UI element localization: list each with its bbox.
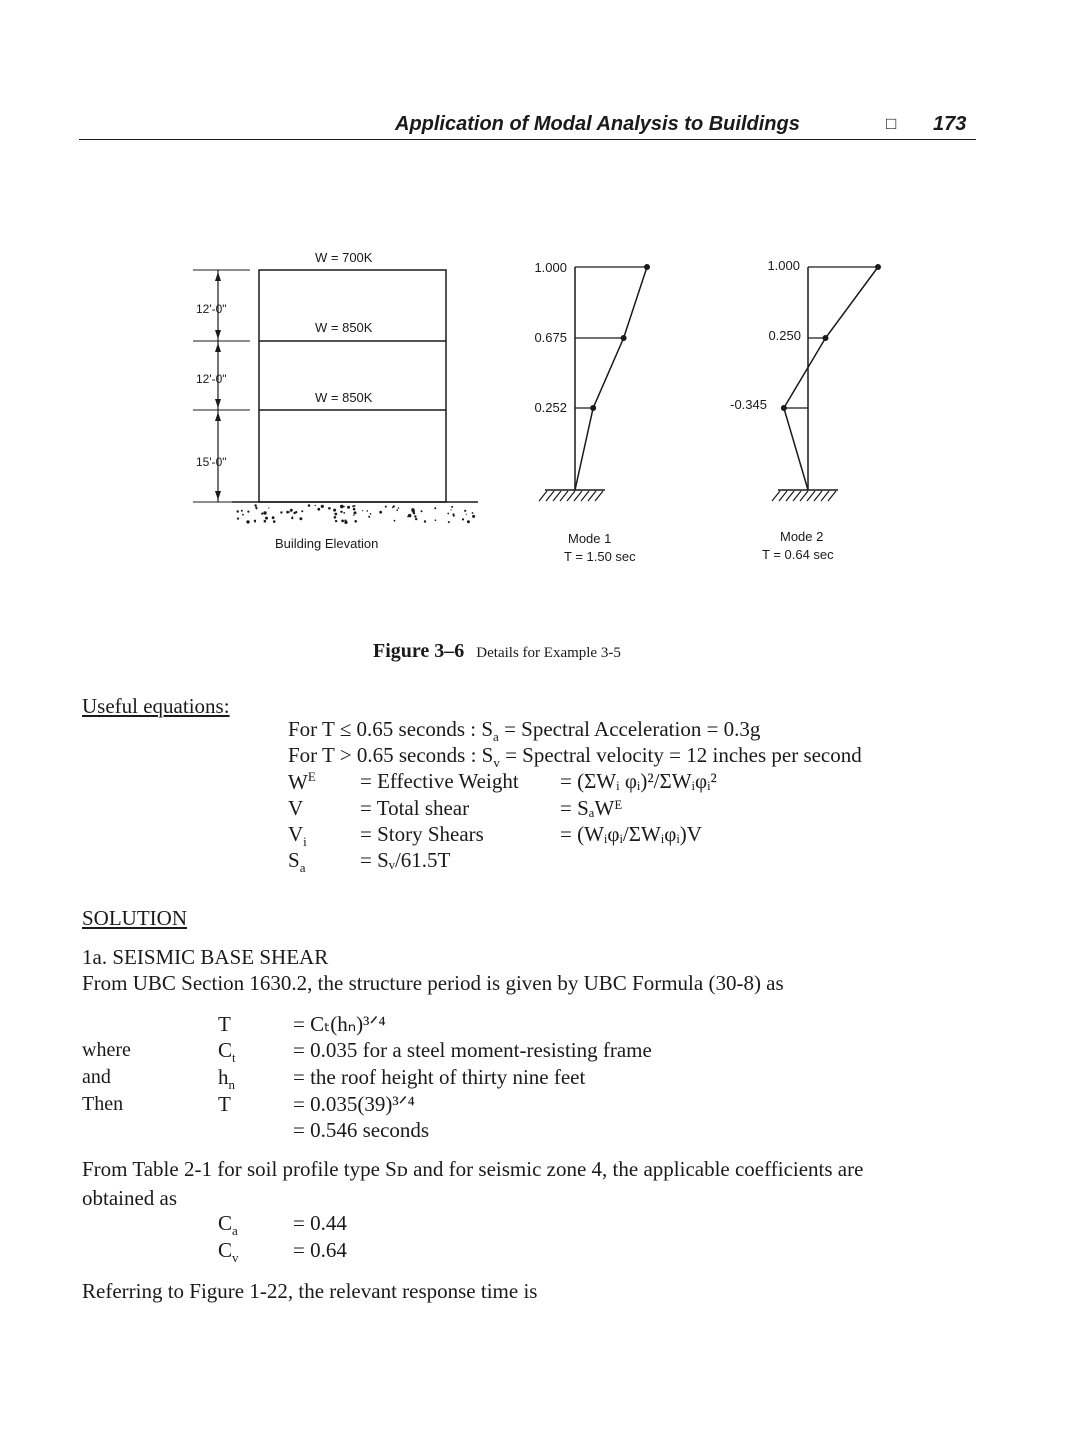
soil-dot <box>286 511 289 514</box>
coeff-value: = 0.44 <box>293 1211 347 1235</box>
row-value: = 0.546 seconds <box>293 1118 430 1142</box>
mode-point <box>644 264 650 270</box>
soil-dot <box>242 514 244 516</box>
frame-outline <box>259 270 446 502</box>
mode-1-shape <box>539 264 650 501</box>
soil-dot <box>237 518 239 520</box>
soil-dot <box>392 507 394 509</box>
row-word: and <box>82 1066 111 1088</box>
soil-dot <box>237 510 239 512</box>
soil-dot <box>255 505 257 507</box>
soil-dot <box>290 509 293 512</box>
soil-dot <box>447 513 449 515</box>
soil-dot <box>340 511 342 513</box>
mode-point <box>781 405 787 411</box>
soil-dot <box>315 505 316 506</box>
equation-sub: a <box>493 729 499 745</box>
weight-label-floor-2: W = 850K <box>315 320 373 335</box>
mode-point <box>823 335 829 341</box>
mode-base-hatch <box>567 491 575 501</box>
soil-dot <box>451 506 453 508</box>
mode-base-hatch <box>821 491 829 501</box>
arrow <box>215 491 221 500</box>
soil-dot <box>241 510 243 512</box>
running-header-title: Application of Modal Analysis to Buildings <box>395 113 800 135</box>
soil-dot <box>301 510 303 512</box>
equation-value: = Spectral Acceleration = 0.3g <box>498 717 761 741</box>
row-value: = 0.035 for a steel moment-resisting frame <box>293 1038 652 1062</box>
soil-dot <box>333 509 336 512</box>
mode2-value-roof: 1.000 <box>767 258 800 273</box>
soil-dot <box>289 511 290 512</box>
mode-base-hatch <box>595 491 603 501</box>
arrow <box>215 343 221 352</box>
soil-dot <box>265 517 268 520</box>
solution-heading: SOLUTION <box>82 906 187 930</box>
row-symbol: T <box>218 1012 231 1036</box>
soil-dot <box>334 513 337 516</box>
soil-dot <box>272 516 275 519</box>
caption-text: Details for Example 3-5 <box>476 645 621 661</box>
soil-dot <box>434 507 436 509</box>
row-symbol: $C_t$ <box>218 1038 236 1066</box>
caption-label: Figure 3–6 <box>373 640 465 662</box>
height-label-bottom: 15'-0" <box>196 455 227 469</box>
soil-dot <box>453 515 455 517</box>
weight-label-floor-1: W = 850K <box>315 390 373 405</box>
soil-dot <box>347 506 350 509</box>
def-value: = (ΣWᵢ φᵢ)²/ΣWᵢφᵢ² <box>560 769 717 793</box>
def-value: = SₐWᴱ <box>560 796 623 820</box>
mode-base-hatch <box>807 491 815 501</box>
soil-dot <box>368 516 370 518</box>
mode-point <box>621 335 627 341</box>
soil-dot <box>464 510 466 512</box>
soil-dot <box>408 514 411 517</box>
soil-dot <box>472 512 474 514</box>
equation-value: = Spectral velocity = 12 inches per second <box>499 743 862 767</box>
elevation-label: Building Elevation <box>275 536 379 551</box>
row-value: = Cₜ(hₙ)³ᐟ⁴ <box>293 1012 386 1036</box>
soil-dot <box>268 507 269 508</box>
soil-dot <box>424 520 426 522</box>
soil-dot <box>415 518 417 520</box>
solution-step: 1a. SEISMIC BASE SHEAR <box>82 945 329 969</box>
equation-sub: v <box>493 755 500 771</box>
soil-dot <box>354 520 357 523</box>
soil-dot <box>448 521 450 523</box>
mode-base-hatch <box>539 491 547 501</box>
def-symbol: $V_i$ <box>288 822 307 850</box>
soil-dot <box>379 511 382 514</box>
soil-dot <box>413 512 415 514</box>
figure-3-6 <box>0 0 1081 600</box>
mode-base-hatch <box>793 491 801 501</box>
row-value: = 0.035(39)³ᐟ⁴ <box>293 1092 415 1116</box>
weight-label-roof: W = 700K <box>315 250 373 265</box>
mode-base-hatch <box>814 491 822 501</box>
mode1-value-floor-1: 0.252 <box>534 400 567 415</box>
mode2-value-floor-2: 0.250 <box>768 328 801 343</box>
soil-dot <box>467 520 470 523</box>
coeff-symbol: $C_v$ <box>218 1238 239 1266</box>
mode-base-hatch <box>560 491 568 501</box>
building-elevation <box>193 270 478 502</box>
equation-line-1 <box>288 717 760 745</box>
soil-dot <box>321 505 324 508</box>
soil-dot <box>254 521 256 523</box>
def-description: = Total shear <box>360 796 470 820</box>
equation-condition: For T > 0.65 seconds : S <box>288 743 494 767</box>
solution-intro: From UBC Section 1630.2, the structure period is given by UBC Formula (30-8) as <box>82 971 784 995</box>
mode-point <box>875 264 881 270</box>
def-symbol: V <box>288 796 304 820</box>
useful-heading: Useful equations: <box>82 694 230 718</box>
soil-stipple <box>237 504 476 524</box>
soil-dot <box>398 507 400 509</box>
soil-dot <box>340 505 343 508</box>
soil-dot <box>394 520 396 522</box>
def-description: = Story Shears <box>360 822 484 846</box>
soil-dot <box>291 517 293 519</box>
soil-dot <box>421 510 423 512</box>
soil-dot <box>385 506 387 508</box>
soil-dot <box>462 518 464 520</box>
soil-dot <box>334 516 337 519</box>
soil-dot <box>414 515 416 517</box>
soil-dot <box>343 512 345 514</box>
soil-dot <box>370 513 372 515</box>
mode-point <box>590 405 596 411</box>
mode-base-hatch <box>574 491 582 501</box>
soil-dot <box>343 506 344 507</box>
table-line-2: obtained as <box>82 1186 178 1210</box>
soil-dot <box>451 509 452 510</box>
arrow <box>215 272 221 281</box>
mode-base-hatch <box>546 491 554 501</box>
soil-dot <box>273 520 276 523</box>
mode-base-hatch <box>588 491 596 501</box>
soil-dot <box>341 520 344 523</box>
mode-deflected-shape <box>784 267 878 490</box>
soil-dot <box>295 511 297 513</box>
height-label-middle: 12'-0" <box>196 372 227 386</box>
soil-dot <box>247 511 249 513</box>
soil-dot <box>280 511 282 513</box>
row-word: Then <box>82 1093 124 1115</box>
mode-deflected-shape <box>575 267 647 490</box>
soil-dot <box>261 513 263 515</box>
soil-dot <box>367 510 369 512</box>
mode2-label: Mode 2 <box>780 529 824 544</box>
row-value: = the roof height of thirty nine feet <box>293 1065 586 1089</box>
mode-base-hatch <box>553 491 561 501</box>
soil-dot <box>353 514 354 515</box>
def-description: = Sᵥ/61.5T <box>360 848 451 872</box>
mode-2-shape <box>772 264 881 501</box>
soil-dot <box>435 519 437 521</box>
soil-dot <box>344 521 347 524</box>
soil-dot <box>317 508 320 511</box>
soil-dot <box>328 507 331 510</box>
soil-dot <box>353 508 356 511</box>
def-value: = (Wᵢφᵢ/ΣWᵢφᵢ)V <box>560 822 702 846</box>
figure-caption <box>373 640 621 663</box>
soil-dot <box>354 511 357 514</box>
equation-condition: For T ≤ 0.65 seconds : S <box>288 717 494 741</box>
mode-base-hatch <box>786 491 794 501</box>
soil-dot <box>352 505 354 507</box>
def-symbol: $W^E$ <box>288 769 316 794</box>
mode1-period: T = 1.50 sec <box>564 549 636 564</box>
closing-line: Referring to Figure 1-22, the relevant response time is <box>82 1279 538 1303</box>
page-number: 173 <box>933 113 967 135</box>
row-symbol: $h_n$ <box>218 1065 235 1093</box>
equation-line-2 <box>288 743 862 771</box>
mode2-value-floor-1: -0.345 <box>730 397 767 412</box>
soil-dot <box>256 508 257 509</box>
arrow <box>215 330 221 339</box>
mode-base-hatch <box>772 491 780 501</box>
def-description: = Effective Weight <box>360 769 519 793</box>
table-line-1: From Table 2-1 for soil profile type Sᴅ and for seismic zone 4, the applicable coefficients are <box>82 1157 864 1181</box>
mode-base-hatch <box>800 491 808 501</box>
soil-dot <box>263 511 266 514</box>
arrow <box>215 412 221 421</box>
mode1-label: Mode 1 <box>568 531 612 546</box>
soil-dot <box>335 520 337 522</box>
mode1-value-roof: 1.000 <box>534 260 567 275</box>
soil-dot <box>362 510 363 511</box>
mode-base-hatch <box>581 491 589 501</box>
def-symbol: $S_a$ <box>288 848 306 876</box>
height-label-top: 12'-0" <box>196 302 227 316</box>
soil-dot <box>473 516 475 518</box>
soil-dot <box>396 509 398 511</box>
header-box-glyph: □ <box>886 114 897 133</box>
soil-dot <box>264 520 267 523</box>
arrow <box>215 399 221 408</box>
row-symbol: T <box>218 1092 231 1116</box>
mode1-value-floor-2: 0.675 <box>534 330 567 345</box>
mode-base-hatch <box>779 491 787 501</box>
soil-dot <box>308 504 311 507</box>
soil-dot <box>246 520 249 523</box>
soil-dot <box>466 514 467 515</box>
mode-base-hatch <box>828 491 836 501</box>
mode2-period: T = 0.64 sec <box>762 547 834 562</box>
soil-dot <box>299 517 302 520</box>
coeff-value: = 0.64 <box>293 1238 347 1262</box>
row-word: where <box>82 1039 131 1061</box>
coeff-symbol: $C_a$ <box>218 1211 238 1239</box>
